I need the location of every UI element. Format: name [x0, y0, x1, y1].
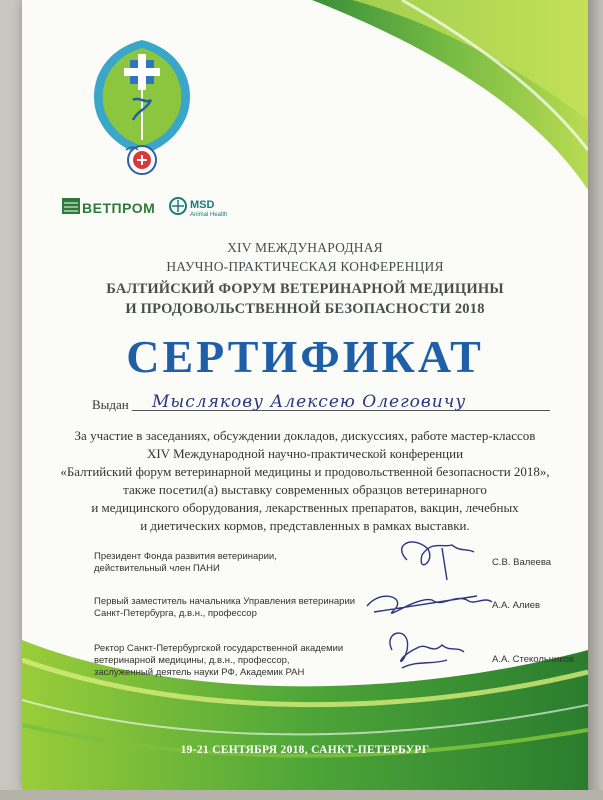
msd-logo-icon [170, 198, 186, 214]
signatory-3-name: А.А. Стекольников [492, 654, 574, 665]
msd-sub-label: Animal Health [190, 212, 228, 218]
signatory-1-name: С.В. Валеева [492, 557, 552, 568]
intro-line-2: НАУЧНО-ПРАКТИЧЕСКАЯ КОНФЕРЕНЦИЯ [166, 259, 444, 274]
signatory-3-title: Ректор Санкт-Петербургской государственной академии ветеринарной медицины, д.в.н., профессор, заслуженный деятель науки РФ, Академик РАН [94, 643, 344, 678]
signature-3 [390, 633, 464, 668]
signature-1 [402, 542, 474, 580]
forum-line-1: БАЛТИЙСКИЙ ФОРУМ ВЕТЕРИНАРНОЙ МЕДИЦИНЫ [106, 281, 504, 297]
forum-line-2: И ПРОДОВОЛЬСТВЕННОЙ БЕЗОПАСНОСТИ 2018 [125, 301, 485, 317]
signatory-2-name: А.А. Алиев [492, 600, 541, 611]
body-line-2: XIV Международной научно-практической конференции [146, 446, 464, 461]
vetprom-label: ВЕТПРОМ [82, 200, 156, 216]
certificate-paper [22, 0, 588, 790]
intro-line-1: XIV МЕЖДУНАРОДНАЯ [227, 240, 383, 255]
recipient-name: Мыслякову Алексею Олеговичу [152, 392, 467, 412]
body-line-5: и медицинского оборудования, лекарственных препаратов, вакцин, лечебных [91, 500, 519, 515]
msd-label: MSD [190, 199, 215, 211]
body-line-4: также посетил(а) выставку современных образцов ветеринарного [123, 482, 487, 497]
leaf-cross-logo [94, 40, 190, 155]
vetprom-logo-icon [62, 198, 80, 214]
table-surface [0, 790, 603, 800]
signatory-1-title: Президент Фонда развития ветеринарии, действительный член ПАНИ [94, 551, 277, 574]
body-line-3: «Балтийский форум ветеринарной медицины и продовольственной безопасности 2018», [60, 464, 550, 479]
certificate-title: СЕРТИФИКАТ [126, 331, 484, 382]
signature-2 [367, 596, 492, 613]
issued-label: Выдан [92, 397, 129, 412]
body-line-1: За участие в заседаниях, обсуждении докладов, дискуссиях, работе мастер-классов [74, 428, 536, 443]
paper-edge [588, 0, 603, 800]
footer-date-location: 19-21 СЕНТЯБРЯ 2018, САНКТ-ПЕТЕРБУРГ [180, 744, 430, 756]
body-line-6: и диетических кормов, представленных в рамках выставки. [140, 518, 470, 533]
signatory-2-title: Первый заместитель начальника Управления ветеринарии Санкт-Петербурга, д.в.н., профессор [94, 596, 356, 619]
